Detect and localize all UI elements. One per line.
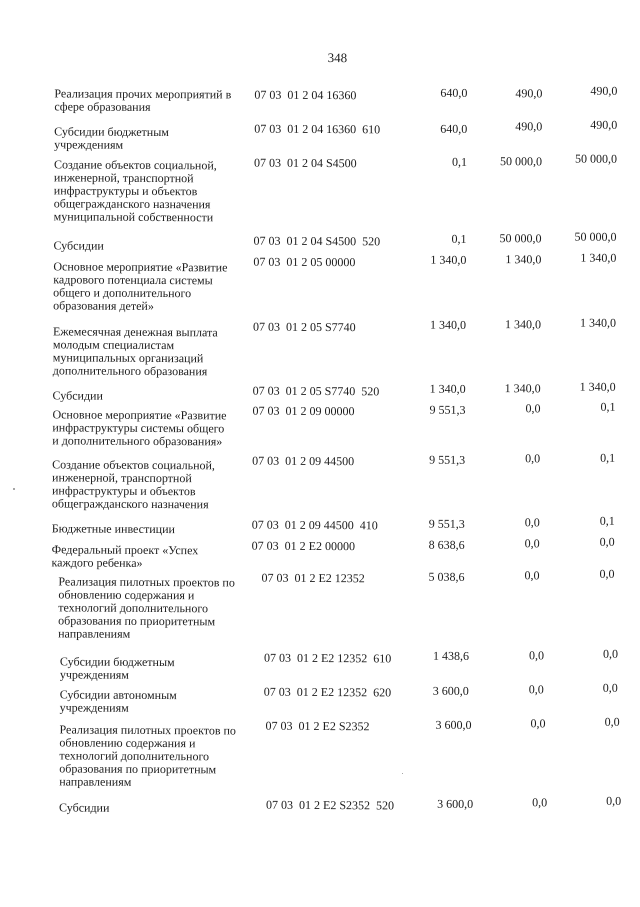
value-col-2: 1 340,0 xyxy=(504,381,541,396)
row-code: 07 03 01 2 E2 00000 xyxy=(251,538,356,554)
scan-speck xyxy=(402,773,403,774)
value-col-2: 0,0 xyxy=(524,568,540,583)
row-code: 07 03 01 2 09 00000 xyxy=(252,403,355,419)
value-col-3: 50 000,0 xyxy=(574,151,618,166)
row-code: 07 03 01 2 04 S4500 520 xyxy=(253,233,381,249)
value-col-2: 1 340,0 xyxy=(504,317,542,332)
value-col-1: 1 438,6 xyxy=(432,648,470,663)
row-name: Основное мероприятие «Развитие кадрового потенциала системы общего и дополнительного образования детей» xyxy=(53,259,228,313)
value-col-1: 9 551,3 xyxy=(429,452,466,467)
value-col-1: 9 551,3 xyxy=(428,516,465,531)
value-col-3: 1 340,0 xyxy=(579,315,617,330)
row-code: 07 03 01 2 04 16360 xyxy=(254,87,357,103)
row-name: Федеральный проект «Успех каждого ребенка» xyxy=(51,542,199,570)
scan-speck xyxy=(13,488,15,490)
row-name: Основное мероприятие «Развитие инфраструктуры системы общего и дополнительного образования» xyxy=(52,407,227,449)
row-name: Субсидии xyxy=(59,800,110,815)
row-code: 07 03 01 2 09 44500 410 xyxy=(251,517,378,533)
row-code: 07 03 01 2 05 00000 xyxy=(253,254,356,270)
value-col-3: 0,0 xyxy=(602,680,618,695)
value-col-3: 1 340,0 xyxy=(580,250,617,265)
page-number: 348 xyxy=(327,50,348,66)
value-col-3: 0,1 xyxy=(600,399,616,414)
value-col-2: 0,0 xyxy=(525,451,541,466)
table-row xyxy=(0,151,639,225)
table-row xyxy=(0,680,636,715)
row-name: Реализация пилотных проектов по обновлению содержания и технологий дополнительного образования по приоритетным направлениям xyxy=(58,574,235,641)
value-col-3: 0,0 xyxy=(604,714,620,729)
value-col-2: 0,0 xyxy=(525,401,541,416)
value-col-1: 3 600,0 xyxy=(437,796,474,811)
row-name: Реализация прочих мероприятий в сфере образования xyxy=(54,86,232,114)
row-name: Субсидии xyxy=(52,388,103,403)
value-col-1: 640,0 xyxy=(440,85,468,100)
value-col-2: 1 340,0 xyxy=(505,252,542,267)
value-col-1: 5 038,6 xyxy=(428,569,465,584)
table-row xyxy=(0,534,637,570)
value-col-3: 0,0 xyxy=(606,793,622,808)
row-name: Ежемесячная денежная выплата молодым специалистам муниципальных организаций дополнительного образования xyxy=(52,324,218,379)
value-col-1: 1 340,0 xyxy=(430,252,467,267)
value-col-3: 50 000,0 xyxy=(574,229,617,244)
row-name: Субсидии автономным учреждениям xyxy=(59,687,177,715)
value-col-2: 0,0 xyxy=(528,682,544,697)
value-col-2: 50 000,0 xyxy=(499,154,543,169)
value-col-3: 0,1 xyxy=(600,450,616,465)
value-col-2: 0,0 xyxy=(528,648,545,663)
row-code: 07 03 01 2 E2 12352 610 xyxy=(263,650,392,666)
table-row xyxy=(0,379,638,403)
value-col-2: 0,0 xyxy=(532,795,548,810)
row-name: Субсидии бюджетным учреждениям xyxy=(54,124,169,152)
value-col-1: 640,0 xyxy=(440,121,468,136)
value-col-1: 3 600,0 xyxy=(432,683,469,698)
value-col-3: 0,0 xyxy=(599,534,615,549)
row-name: Субсидии бюджетным учреждениям xyxy=(59,654,175,682)
row-name: Создание объектов социальной, инженерной, транспортной инфраструктуры и объектов общегражданского назначения муниципальной собственности xyxy=(53,157,217,225)
row-code: 07 03 01 2 04 S4500 xyxy=(253,155,357,171)
value-col-1: 1 340,0 xyxy=(429,381,466,396)
row-code: 07 03 01 2 E2 S2352 xyxy=(265,718,370,734)
value-col-3: 1 340,0 xyxy=(579,379,616,394)
value-col-1: 3 600,0 xyxy=(435,717,472,732)
value-col-2: 0,0 xyxy=(524,536,540,551)
value-col-3: 490,0 xyxy=(590,83,618,98)
row-code: 07 03 01 2 05 S7740 xyxy=(252,319,356,335)
row-code: 07 03 01 2 05 S7740 520 xyxy=(252,383,380,399)
table-row xyxy=(0,513,637,537)
row-name: Бюджетные инвестиции xyxy=(51,521,175,537)
table-row xyxy=(0,399,637,449)
value-col-2: 490,0 xyxy=(515,119,543,134)
row-code: 07 03 01 2 04 16360 610 xyxy=(254,121,381,137)
value-col-3: 0,0 xyxy=(599,566,615,581)
value-col-1: 0,1 xyxy=(451,231,467,246)
value-col-2: 0,0 xyxy=(530,716,546,731)
value-col-1: 1 340,0 xyxy=(429,317,467,332)
table-row xyxy=(0,117,639,152)
value-col-3: 0,0 xyxy=(602,646,619,661)
value-col-2: 0,0 xyxy=(524,515,540,530)
row-name: Реализация пилотных проектов по обновлению содержания и технологий дополнительного образования по приоритетным направлениям xyxy=(59,722,236,789)
row-code: 07 03 01 2 09 44500 xyxy=(252,453,355,469)
row-code: 07 03 01 2 E2 S2352 520 xyxy=(266,797,395,813)
value-col-1: 9 551,3 xyxy=(429,402,466,417)
table-row xyxy=(0,450,637,512)
value-col-3: 0,1 xyxy=(599,513,615,528)
table-row xyxy=(0,793,635,815)
row-code: 07 03 01 2 E2 12352 620 xyxy=(263,684,392,700)
table-row xyxy=(0,566,636,641)
value-col-1: 8 638,6 xyxy=(428,537,465,552)
value-col-1: 0,1 xyxy=(451,154,468,169)
row-name: Субсидии xyxy=(53,238,104,253)
table-row xyxy=(0,315,638,379)
value-col-3: 490,0 xyxy=(590,117,618,132)
row-code: 07 03 01 2 E2 12352 xyxy=(261,570,365,586)
table-row xyxy=(0,229,639,253)
table-row xyxy=(0,83,639,114)
value-col-2: 490,0 xyxy=(515,86,543,101)
table-row xyxy=(0,646,636,682)
value-col-2: 50 000,0 xyxy=(499,231,542,246)
row-name: Создание объектов социальной, инженерной, транспортной инфраструктуры и объектов общегражданского назначения xyxy=(51,457,215,512)
table-row xyxy=(0,250,638,313)
table-row xyxy=(0,714,636,789)
